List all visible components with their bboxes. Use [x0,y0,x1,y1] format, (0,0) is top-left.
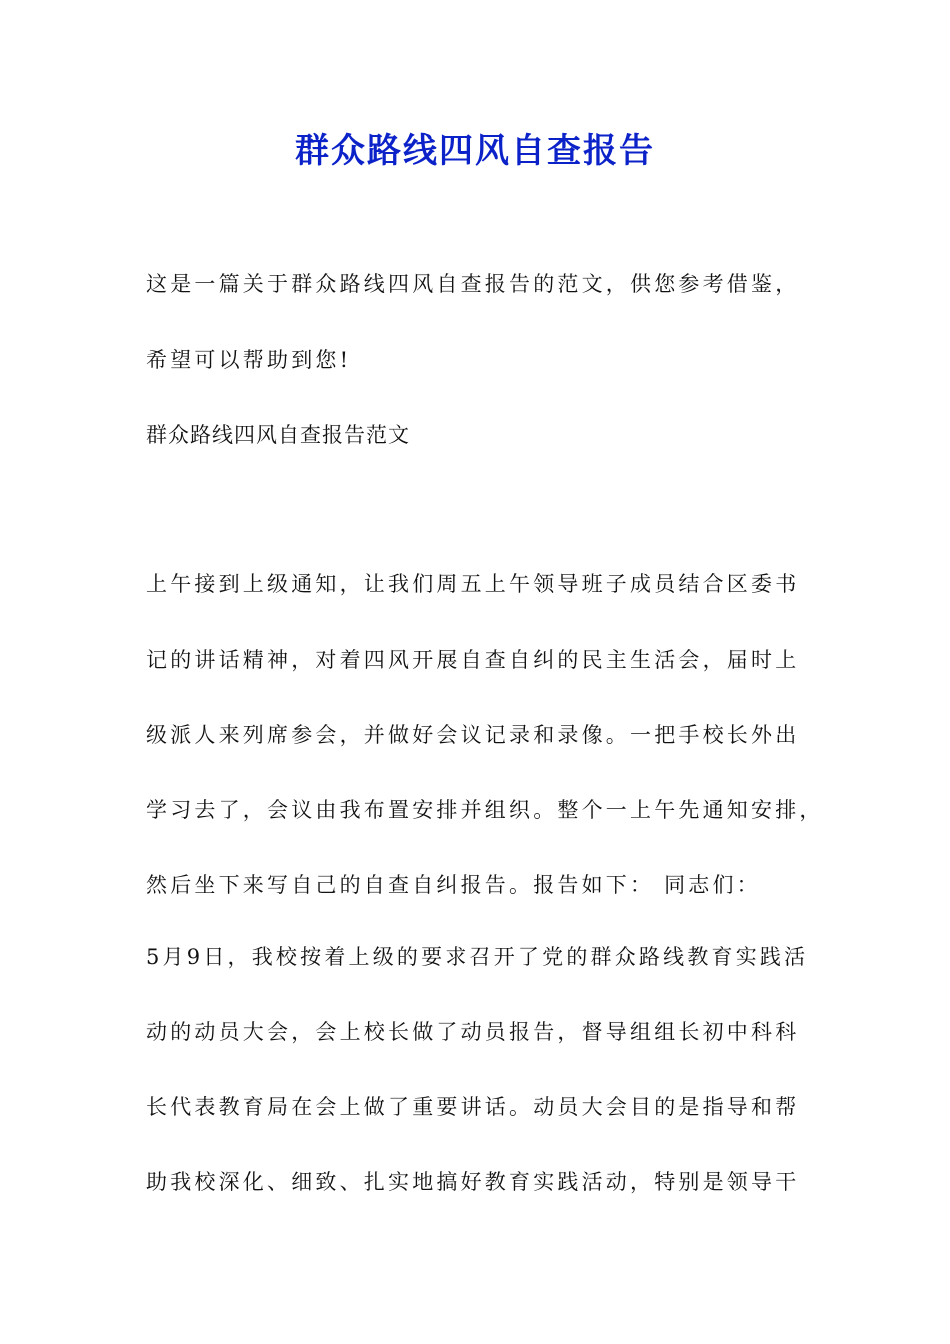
document-subtitle: 群众路线四风自查报告范文 [146,423,410,447]
body-line-9: 助我校深化、细致、扎实地搞好教育实践活动，特别是领导干 [146,1170,800,1194]
body-line-2: 记的讲话精神，对着四风开展自查自纠的民主生活会，届时上 [146,648,800,672]
body-line-6: 5月9日，我校按着上级的要求召开了党的群众路线教育实践活 [146,945,809,969]
body-line-8: 长代表教育局在会上做了重要讲话。动员大会目的是指导和帮 [146,1095,800,1119]
body-line-5: 然后坐下来写自己的自查自纠报告。报告如下： 同志们： [146,873,761,897]
body-line-1: 上午接到上级通知，让我们周五上午领导班子成员结合区委书 [146,572,800,596]
intro-line-1: 这是一篇关于群众路线四风自查报告的范文，供您参考借鉴， [146,272,800,296]
body-line-7: 动的动员大会，会上校长做了动员报告，督导组组长初中科科 [146,1020,800,1044]
document-title: 群众路线四风自查报告 [295,131,655,171]
body-line-4: 学习去了，会议由我布置安排并组织。整个一上午先通知安排， [146,798,824,822]
intro-line-2: 希望可以帮助到您! [146,348,352,372]
body-line-3: 级派人来列席参会，并做好会议记录和录像。一把手校长外出 [146,723,800,747]
